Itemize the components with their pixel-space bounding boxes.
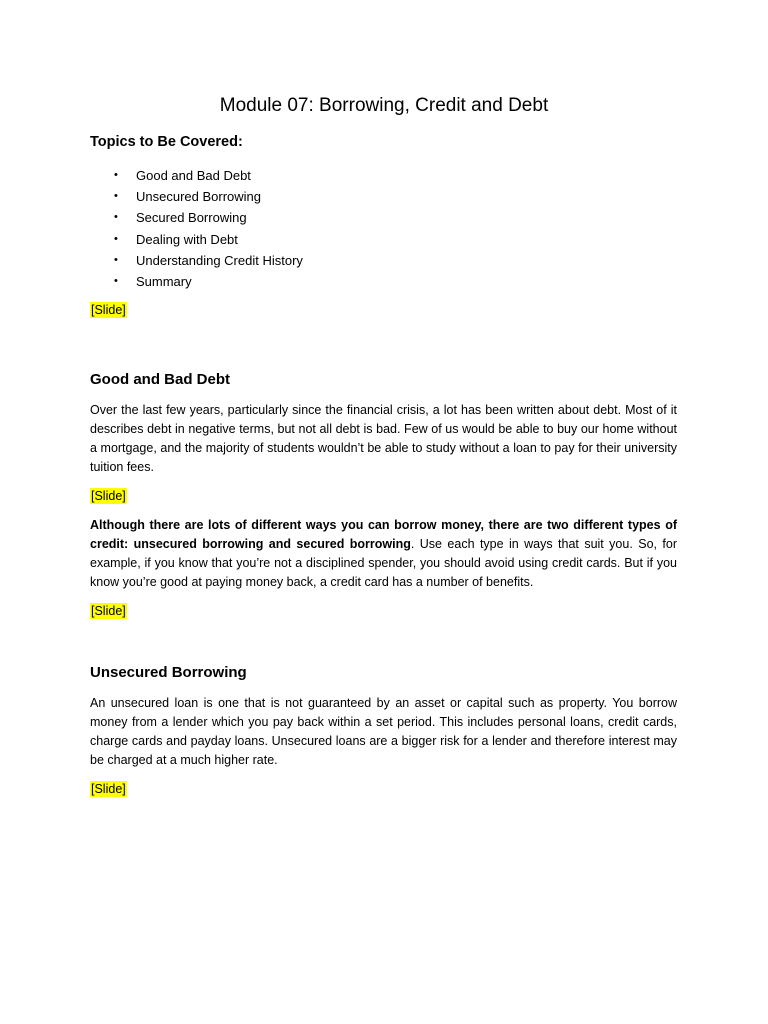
paragraph-good-bad-intro: Over the last few years, particularly since the financial crisis, a lot has been written about debt. Most of it describes debt in negative terms, but not all debt is bad. Few of us would be able to buy our home without a mortgage, and the majority of students wouldn’t be able to study without a loan to pay for their university tuition fees. xyxy=(90,403,677,474)
topic-list xyxy=(90,165,303,292)
list-item xyxy=(90,229,303,250)
list-item xyxy=(90,271,303,292)
bullet-icon: • xyxy=(114,253,118,266)
topic-label: Secured Borrowing xyxy=(136,210,247,226)
list-item xyxy=(90,250,303,271)
bullet-icon: • xyxy=(114,232,118,245)
paragraph-unsecured-borrowing: An unsecured loan is one that is not guaranteed by an asset or capital such as property. You borrow money from a lender which you pay back within a set period. This includes personal loans, credit cards, charge cards and payday loans. Unsecured loans are a bigger risk for a lender and therefore interest may be charged at a much higher rate. xyxy=(90,696,677,767)
topic-label: Good and Bad Debt xyxy=(136,168,251,184)
paragraph-credit-types xyxy=(90,516,677,592)
paragraph-credit-types-bold: Although there are lots of different ways you can borrow money, there are two different types of credit: unsecured borrowing and secured borrowing xyxy=(90,518,677,551)
bullet-icon: • xyxy=(114,211,118,224)
list-item xyxy=(90,207,303,228)
paragraph-credit-types-rest: . Use each type in ways that suit you. So, for example, if you know that you’re not a disciplined spender, you should avoid using credit cards. But if you know you’re good at paying money back, a credit card has a number of benefits. xyxy=(90,537,677,589)
page-title: Module 07: Borrowing, Credit and Debt xyxy=(219,95,549,116)
list-item xyxy=(90,165,303,186)
topics-heading: Topics to Be Covered: xyxy=(90,134,243,150)
slide-marker: [Slide] xyxy=(91,782,126,796)
slide-marker: [Slide] xyxy=(91,303,126,317)
bullet-icon: • xyxy=(114,190,118,203)
topic-label: Unsecured Borrowing xyxy=(136,189,262,205)
topic-label: Dealing with Debt xyxy=(136,231,238,247)
topic-label: Summary xyxy=(136,274,192,290)
slide-marker: [Slide] xyxy=(91,604,126,618)
bullet-icon: • xyxy=(114,275,118,288)
bullet-icon: • xyxy=(114,169,118,182)
section-heading-unsecured-borrowing: Unsecured Borrowing xyxy=(90,664,247,681)
slide-marker: [Slide] xyxy=(91,489,126,503)
topic-label: Understanding Credit History xyxy=(136,252,303,268)
section-heading-good-bad-debt: Good and Bad Debt xyxy=(90,371,230,388)
list-item xyxy=(90,186,303,207)
